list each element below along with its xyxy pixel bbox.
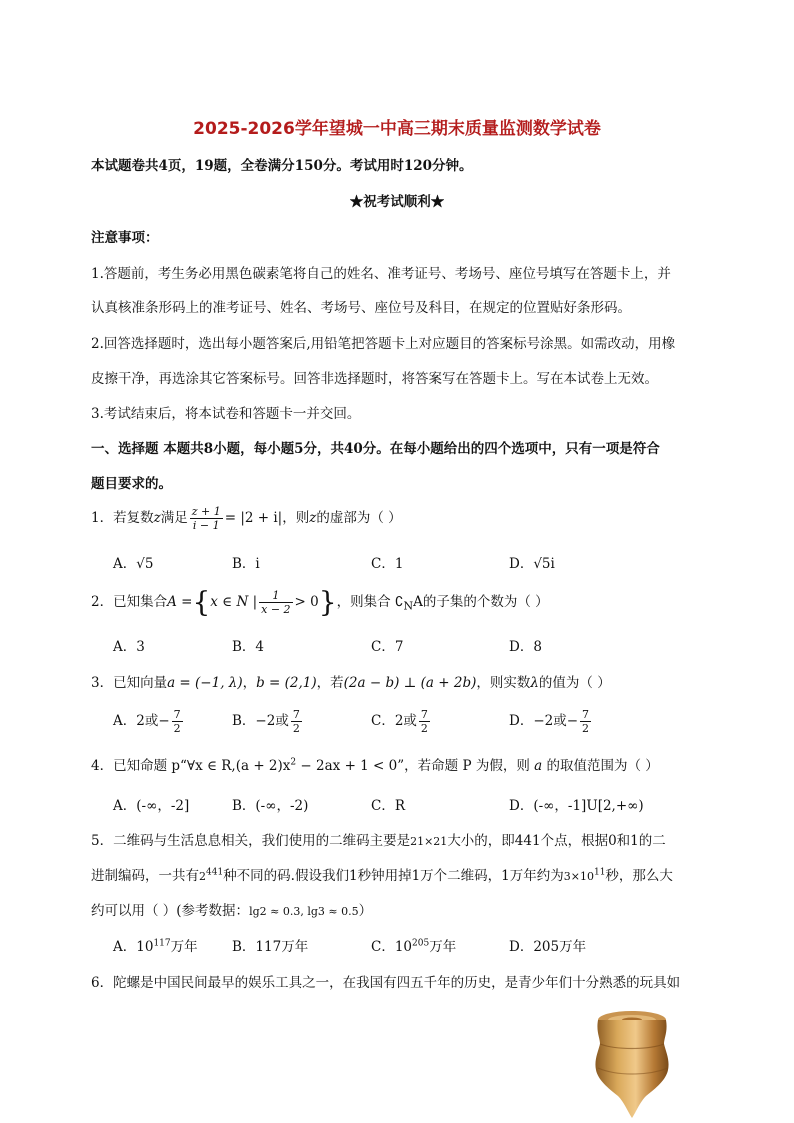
q5-line-3-a: 约可以用（ ）(参考数据： <box>91 903 250 919</box>
notice-1-line-2: 认真核准条形码上的准考证号、姓名、考场号、座位号及科目，在规定的位置贴好条形码。 <box>91 300 631 316</box>
q1-frac-num: z + 1 <box>191 505 221 518</box>
q3-option-a[interactable] <box>113 708 185 735</box>
question-3-stem <box>91 671 611 691</box>
q3-option-d-den: 2 <box>582 722 590 735</box>
q5-option-d-base: D．205万年 <box>509 939 587 955</box>
q4-superscript: 2 <box>290 757 297 768</box>
notice-2-line-2: 皮擦干净，再选涂其它答案标号。回答非选择题时，将答案写在答题卡上。写在本试卷上无效。 <box>91 371 658 387</box>
q5-line-2-exp: 441 <box>206 867 224 878</box>
q5-option-b-base: B．117万年 <box>232 939 309 955</box>
q5-option-a-exp: 117 <box>153 938 171 949</box>
q3-option-a-fraction <box>172 708 183 735</box>
q3-vector-b: b = (2,1) <box>256 675 317 691</box>
section-1-line-2: 题目要求的。 <box>91 476 172 492</box>
question-4-stem <box>91 754 659 774</box>
q5-option-c-tail: 万年 <box>429 939 457 955</box>
q5-line-1-a: 5．二维码与生活息息相关，我们使用的二维码主要是 <box>91 833 411 849</box>
q1-fraction <box>190 505 223 532</box>
q5-line-3-b: ） <box>358 903 373 919</box>
q2-frac-num: 1 <box>259 589 292 603</box>
q4-suffix: 的取值范围为（ ） <box>546 758 659 774</box>
q5-option-a-base: A．10 <box>113 939 154 955</box>
q2-option-c[interactable]: C．7 <box>371 639 404 655</box>
q3-option-b-fraction <box>291 708 302 735</box>
q3-condition: (2a − b) ⊥ (a + 2b) <box>343 675 477 691</box>
q3-option-c[interactable] <box>371 708 432 735</box>
exam-intro: 本试题卷共4页，19题，全卷满分150分。考试用时120分钟。 <box>91 158 473 174</box>
q3-option-d-label: D．−2或− <box>509 713 579 729</box>
q2-option-a[interactable]: A．3 <box>113 639 145 655</box>
q4-var: a <box>529 758 547 774</box>
q3-option-a-den: 2 <box>173 722 181 735</box>
q3-option-b-den: 2 <box>292 722 300 735</box>
q1-prefix: 1．若复数 <box>91 510 154 526</box>
exam-wish: ★祝考试顺利★ <box>349 194 445 210</box>
q3-option-d[interactable] <box>509 708 593 735</box>
q2-option-d[interactable]: D．8 <box>509 639 542 655</box>
q5-option-c-exp: 205 <box>412 938 430 949</box>
question-1-stem <box>91 503 402 533</box>
notice-heading: 注意事项： <box>91 230 159 246</box>
q3-option-c-fraction <box>419 708 430 735</box>
q5-line-2-exp-2: 11 <box>593 867 606 878</box>
q1-var-2: z <box>309 510 317 526</box>
q3-option-d-num: 7 <box>582 708 590 721</box>
q3-option-a-num: 7 <box>173 708 181 721</box>
q1-frac-den: i − 1 <box>192 519 220 532</box>
q4-option-d[interactable]: D．(-∞，-1]U[2,+∞) <box>509 798 644 814</box>
q3-option-b[interactable] <box>232 708 304 735</box>
q3-option-d-fraction <box>580 708 591 735</box>
q2-set-body-b: > 0 <box>294 594 319 610</box>
q5-line-2-a: 进制编码，一共有 <box>91 868 199 884</box>
q3-suffix-2: 的值为（ ） <box>538 675 611 691</box>
q2-set-body-a: x ∈ N | <box>210 594 258 610</box>
q5-option-b[interactable] <box>232 935 308 955</box>
q5-line-1-math: 21×21 <box>410 835 448 848</box>
q3-mid: ，若 <box>316 675 344 691</box>
q1-mid: 满足 <box>160 510 188 526</box>
q4-mid: − 2ax + 1 < 0”，若命题 P 为假，则 <box>296 758 530 774</box>
q5-option-c[interactable] <box>371 935 456 955</box>
question-5-line-3 <box>91 899 372 919</box>
q5-option-d[interactable] <box>509 935 586 955</box>
q2-suffix: ，则集合 ∁ <box>336 594 404 610</box>
q4-prefix: 4．已知命题 p“∀x ∈ R,(a + 2)x <box>91 758 291 774</box>
q2-set-lhs: A = <box>167 594 193 610</box>
q5-line-2-b: 种不同的码.假设我们1秒钟用掉1万个二维码，1万年约为 <box>223 868 564 884</box>
q1-suffix: ，则 <box>282 510 310 526</box>
q5-line-2-base: 2 <box>199 870 206 883</box>
q3-sep: ， <box>242 675 257 691</box>
q2-option-b[interactable]: B．4 <box>232 639 265 655</box>
q3-option-c-label: C．2或 <box>371 713 417 729</box>
q4-option-c[interactable]: C．R <box>371 798 405 814</box>
q3-suffix: ，则实数 <box>476 675 531 691</box>
q2-suffix-2: A的子集的个数为（ ） <box>413 594 549 610</box>
q5-option-a[interactable] <box>113 935 198 955</box>
q1-option-d[interactable]: D．√5i <box>509 556 555 572</box>
q2-subscript: N <box>403 599 414 613</box>
q4-option-a[interactable]: A．(-∞，-2] <box>113 798 190 814</box>
q3-option-c-den: 2 <box>420 722 428 735</box>
q1-option-a[interactable]: A．√5 <box>113 556 154 572</box>
exam-title: 2025-2026学年望城一中高三期末质量监测数学试卷 <box>193 119 601 139</box>
spinning-top-image <box>586 1008 678 1120</box>
q1-rhs: = |2 + i| <box>224 510 283 526</box>
top-body <box>595 1020 668 1118</box>
q3-option-c-num: 7 <box>420 708 428 721</box>
q5-line-2-math: 3×10 <box>563 870 594 883</box>
q1-option-b[interactable]: B．i <box>232 556 260 572</box>
q3-option-b-label: B．−2或 <box>232 713 289 729</box>
q2-prefix: 2．已知集合 <box>91 594 168 610</box>
section-1-line-1: 一、选择题 本题共8小题，每小题5分，共40分。在每小题给出的四个选项中，只有一项是符合 <box>91 441 660 457</box>
q4-option-b[interactable]: B．(-∞，-2) <box>232 798 309 814</box>
q1-suffix-2: 的虚部为（ ） <box>316 510 402 526</box>
q5-line-2-c: 秒，那么大 <box>605 868 673 884</box>
notice-3: 3.考试结束后，将本试卷和答题卡一并交回。 <box>91 406 361 422</box>
question-5-line-1 <box>91 829 666 849</box>
q5-line-3-ref: lg2 ≈ 0.3, lg3 ≈ 0.5 <box>249 905 359 918</box>
notice-2-line-1: 2.回答选择题时，选出每小题答案后,用铅笔把答题卡上对应题目的答案标号涂黑。如需改动，用橡 <box>91 336 676 352</box>
q2-left-brace: { <box>192 585 211 619</box>
q1-var: z <box>153 510 161 526</box>
q3-option-b-num: 7 <box>292 708 300 721</box>
question-2-stem <box>91 585 549 624</box>
q2-right-brace: } <box>318 585 337 619</box>
q5-option-c-base: C．10 <box>371 939 413 955</box>
q5-line-1-b: 大小的，即441个点，根据0和1的二 <box>447 833 666 849</box>
q2-frac-den: x − 2 <box>261 603 291 616</box>
question-6-line-1: 6．陀螺是中国民间最早的娱乐工具之一，在我国有四五千年的历史，是青少年们十分熟悉的玩具如 <box>91 975 681 991</box>
q1-option-c[interactable]: C．1 <box>371 556 404 572</box>
q2-fraction <box>259 589 292 616</box>
notice-1-line-1: 1.答题前，考生务必用黑色碳素笔将自己的姓名、准考证号、考场号、座位号填写在答题卡上，并 <box>91 266 671 282</box>
q3-option-a-label: A．2或− <box>113 713 170 729</box>
question-5-line-2 <box>91 864 673 884</box>
q3-vector-a: a = (−1, λ) <box>167 675 243 691</box>
q3-lambda: λ <box>530 675 539 691</box>
q3-prefix: 3．已知向量 <box>91 675 168 691</box>
q5-option-a-tail: 万年 <box>170 939 198 955</box>
